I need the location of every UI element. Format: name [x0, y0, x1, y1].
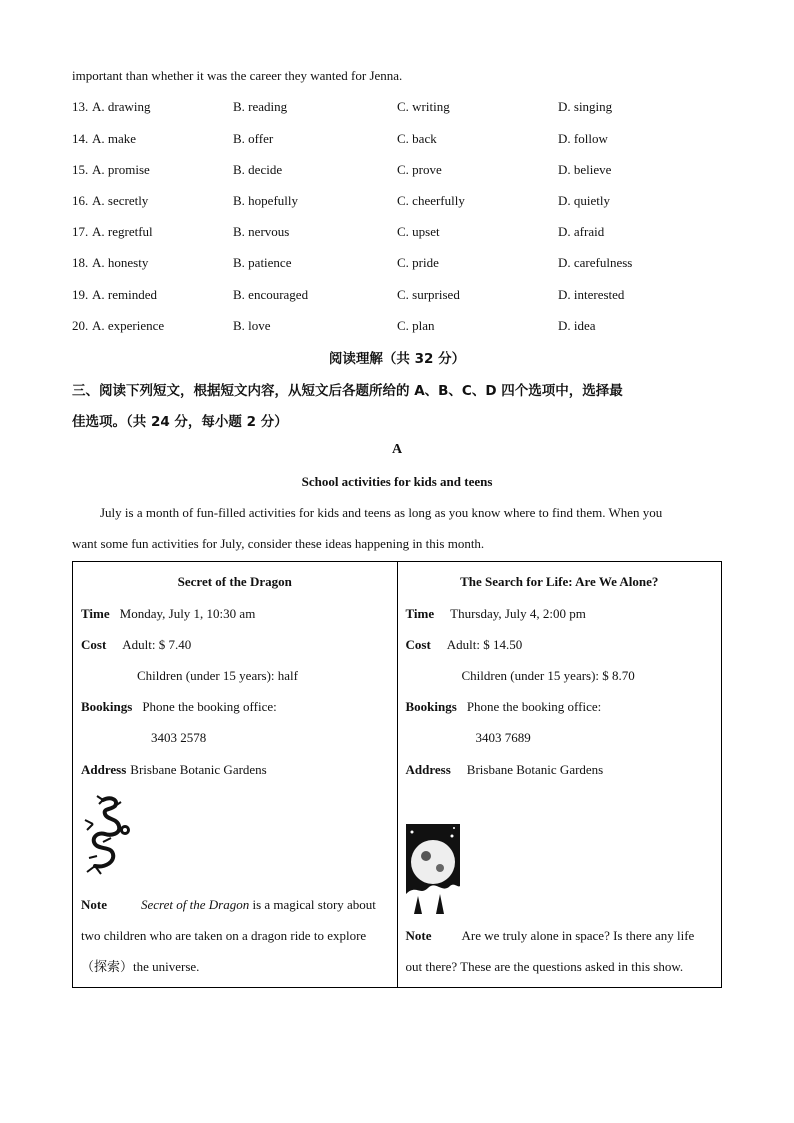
option-d: D. afraid: [558, 224, 605, 239]
option-b: B. decide: [233, 162, 283, 177]
bookings-label: Bookings: [405, 699, 457, 714]
question-15: [72, 162, 722, 182]
option-d: D. carefulness: [558, 255, 633, 270]
option-c: C. back: [397, 131, 437, 146]
note-text-1: Are we truly alone in space? Is there any life: [461, 928, 695, 943]
question-number: 16.: [72, 193, 89, 208]
time-label: Time: [81, 606, 110, 621]
event-card-dragon: [73, 562, 398, 988]
question-number: 14.: [72, 131, 89, 146]
option-b: B. encouraged: [233, 287, 309, 302]
event-card-search-for-life: [397, 562, 722, 988]
note-label: Note: [81, 897, 107, 912]
event-title: Secret of the Dragon: [177, 574, 292, 589]
option-c: C. surprised: [397, 287, 460, 302]
phone-number: 3403 2578: [151, 730, 207, 745]
instruction-line-2: 佳选项。（共 24 分，每小题 2 分）: [72, 414, 288, 430]
option-a: A. promise: [92, 162, 150, 177]
dragon-icon: [81, 794, 135, 876]
address-label: Address: [81, 762, 127, 777]
question-17: [72, 224, 722, 244]
question-20: [72, 318, 722, 338]
option-d: D. singing: [558, 99, 613, 114]
option-d: D. interested: [558, 287, 625, 302]
option-b: B. offer: [233, 131, 274, 146]
option-a: A. secretly: [92, 193, 149, 208]
intro-line: important than whether it was the career they wanted for Jenna.: [72, 68, 403, 83]
passage-intro-line-1: July is a month of fun-filled activities for kids and teens as long as you know where to find them. When you: [100, 505, 663, 520]
phone-number: 3403 7689: [475, 730, 531, 745]
event-note: [406, 920, 714, 982]
cost-adult: Adult: $ 7.40: [122, 637, 192, 652]
cost-children: Children (under 15 years): $ 8.70: [461, 668, 635, 683]
option-c: C. upset: [397, 224, 440, 239]
question-13: [72, 99, 722, 119]
cost-adult: Adult: $ 14.50: [446, 637, 523, 652]
passage-intro-line-2: want some fun activities for July, consider these ideas happening in this month.: [72, 536, 485, 551]
question-number: 20.: [72, 318, 89, 333]
note-text-1: is a magical story about: [249, 897, 376, 912]
address-label: Address: [405, 762, 451, 777]
option-c: C. prove: [397, 162, 442, 177]
note-text-2: two children who are taken on a dragon ride to explore: [81, 928, 367, 943]
events-table: [72, 561, 722, 988]
option-a: A. regretful: [92, 224, 153, 239]
passage-title: School activities for kids and teens: [301, 474, 493, 489]
cost-label: Cost: [81, 637, 107, 652]
question-number: 13.: [72, 99, 89, 114]
question-14: [72, 131, 722, 151]
note-text-2: out there? These are the questions asked in this show.: [405, 959, 684, 974]
option-c: C. writing: [397, 99, 450, 114]
address-value: Brisbane Botanic Gardens: [466, 762, 604, 777]
option-c: C. pride: [397, 255, 439, 270]
option-d: D. follow: [558, 131, 608, 146]
option-d: D. quietly: [558, 193, 610, 208]
option-c: C. plan: [397, 318, 435, 333]
question-16: [72, 193, 722, 213]
option-b: B. nervous: [233, 224, 290, 239]
question-19: [72, 287, 722, 307]
note-text-3: （探索）the universe.: [81, 959, 200, 974]
event-title: The Search for Life: Are We Alone?: [460, 574, 659, 589]
option-b: B. hopefully: [233, 193, 298, 208]
bookings-label: Bookings: [81, 699, 133, 714]
option-a: A. experience: [92, 318, 165, 333]
note-italic-title: Secret of the Dragon: [141, 897, 250, 912]
option-a: A. make: [92, 131, 137, 146]
event-note: [81, 889, 389, 982]
address-value: Brisbane Botanic Gardens: [130, 762, 267, 777]
time-value: Thursday, July 4, 2:00 pm: [450, 606, 586, 621]
option-b: B. love: [233, 318, 271, 333]
section-heading: 阅读理解（共 32 分）: [328, 351, 466, 367]
space-planet-icon: [406, 824, 460, 914]
option-a: A. honesty: [92, 255, 149, 270]
option-c: C. cheerfully: [397, 193, 465, 208]
question-number: 17.: [72, 224, 89, 239]
cost-children: Children (under 15 years): half: [137, 668, 299, 683]
question-number: 15.: [72, 162, 89, 177]
cost-label: Cost: [405, 637, 431, 652]
time-value: Monday, July 1, 10:30 am: [119, 606, 256, 621]
option-b: B. reading: [233, 99, 288, 114]
question-18: [72, 255, 722, 275]
bookings-value: Phone the booking office:: [466, 699, 602, 714]
instruction-line-1: 三、阅读下列短文，根据短文内容，从短文后各题所给的 A、B、C、D 四个选项中，选择最: [72, 383, 623, 399]
note-label: Note: [405, 928, 432, 943]
option-a: A. reminded: [92, 287, 157, 302]
question-number: 19.: [72, 287, 89, 302]
option-a: A. drawing: [92, 99, 151, 114]
question-number: 18.: [72, 255, 89, 270]
option-d: D. idea: [558, 318, 596, 333]
bookings-value: Phone the booking office:: [142, 699, 277, 714]
time-label: Time: [405, 606, 435, 621]
option-b: B. patience: [233, 255, 292, 270]
passage-letter: A: [391, 442, 403, 457]
option-d: D. believe: [558, 162, 612, 177]
